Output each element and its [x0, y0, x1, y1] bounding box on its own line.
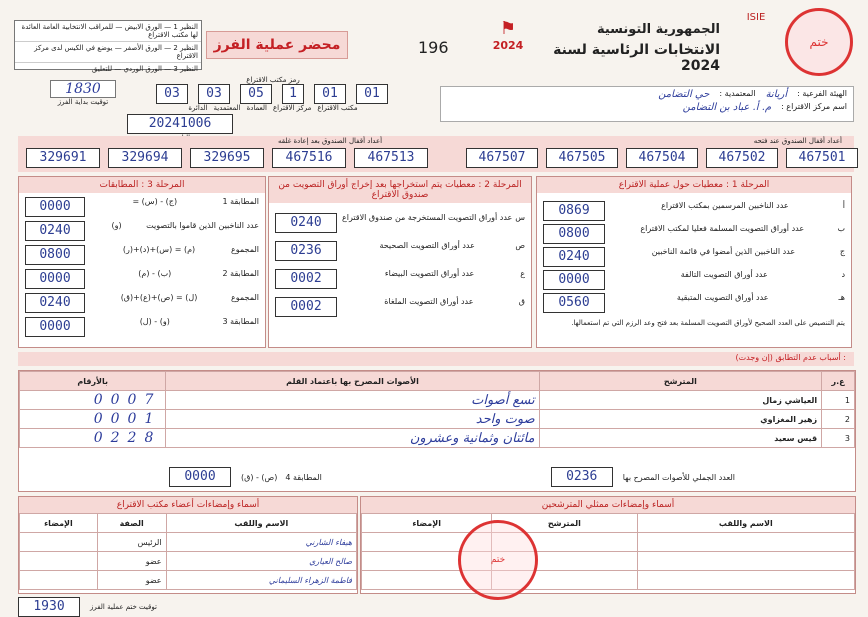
member-role: عضو — [97, 571, 166, 590]
match4-label: المطابقة 4 — [285, 472, 322, 482]
seals-open-label: أعداد أقفال الصندوق عند فتحه — [753, 137, 842, 145]
identification-box — [440, 86, 854, 122]
member-name: فاطمة الزهراء السليماني — [166, 571, 356, 590]
seal-open: 467507 — [466, 148, 538, 168]
result-words: مائتان وثمانية وعشرون — [166, 429, 539, 448]
step3-row-label: المجموع — [231, 293, 259, 302]
header-digits: بالأرقام — [20, 372, 166, 391]
seals-open-values — [466, 148, 860, 168]
members-title: أسماء وإمضاءات أعضاء مكتب الاقتراع — [19, 497, 357, 513]
step1-row-key: هـ — [838, 293, 845, 302]
result-candidate: زهير المغزاوي — [539, 410, 821, 429]
step2-row-key: ق — [518, 297, 525, 306]
step2-row-label: عدد أوراق التصويت الصحيحة — [379, 241, 475, 250]
step2-row-label: عدد أوراق التصويت البيضاء — [384, 269, 475, 278]
result-number: 2 — [822, 410, 855, 429]
step3-row-formula: (ب) - (م) — [138, 269, 172, 278]
member-row — [20, 533, 357, 552]
match4-formula: (ص) - (ق) — [241, 472, 278, 482]
result-number: 1 — [822, 391, 855, 410]
result-words: تسع أصوات — [166, 391, 539, 410]
step1-row — [543, 247, 845, 267]
step2-row-label: عدد أوراق التصويت الملغاة — [384, 297, 474, 306]
step2-row-value: 0236 — [275, 241, 337, 261]
step2-row-label: عدد أوراق التصويت المستخرجة من صندوق الاقتراع — [341, 213, 513, 222]
step3-row-label: المجموع — [231, 245, 259, 254]
result-candidate: قيس سعيد — [539, 429, 821, 448]
col-signature: الإمضاء — [20, 514, 98, 533]
end-time-label: توقيت ختم عملية الفرز — [90, 603, 157, 611]
seals-closed-label: أعداد أقفال الصندوق بعد إعادة غلقه — [278, 137, 383, 145]
observers-signatures — [360, 496, 856, 594]
seal-open: 467505 — [546, 148, 618, 168]
seal-open: 467504 — [626, 148, 698, 168]
members-grid — [19, 513, 357, 590]
center-label: اسم مركز الاقتراع : — [781, 102, 847, 111]
step3-row-value: 0240 — [25, 293, 85, 313]
step1-row-key: ب — [837, 224, 845, 233]
result-row — [20, 410, 855, 429]
step3-row — [25, 245, 259, 265]
step3-section — [18, 176, 266, 348]
step3-row-value: 0000 — [25, 317, 85, 337]
step1-row — [543, 293, 845, 313]
step1-row-label: عدد أوراق التصويت المسلمة فعليا لمكتب الاقتراع — [640, 224, 805, 233]
step1-row-value: 0869 — [543, 201, 605, 221]
step2-row-key: ع — [520, 269, 525, 278]
code-label: مركز الاقتراع — [273, 104, 312, 112]
code-boxes — [128, 84, 418, 104]
election-title: الانتخابات الرئاسية لسنة 2024 — [553, 42, 720, 74]
copy-labels-box — [14, 20, 202, 73]
step2-row — [275, 297, 525, 317]
step3-row — [25, 317, 259, 337]
code-constituency: 03 — [156, 84, 188, 104]
step3-title: المرحلة 3 : المطابقات — [19, 177, 265, 193]
seals-closed-values — [26, 148, 430, 168]
result-number: 3 — [822, 429, 855, 448]
step1-row-key: أ — [842, 201, 845, 210]
step1-row-label: عدد الناخبين الذين أمضوا في قائمة الناخبين — [651, 247, 796, 256]
member-signature — [20, 533, 98, 552]
step1-row — [543, 270, 845, 290]
step1-row — [543, 224, 845, 244]
results-header-row — [20, 372, 855, 391]
step3-row-formula: (ل) = (ص)+(ع)+(ق) — [120, 293, 198, 302]
republic-title: الجمهورية التونسية — [596, 22, 720, 37]
step3-row-label: المطابقة 2 — [222, 269, 259, 278]
step1-row-label: عدد أوراق التصويت المتبقية — [676, 293, 769, 302]
total-votes-value: 0236 — [551, 467, 613, 487]
copy-label-3: النظير 3 — الورق الوردي — للتعليق — [91, 65, 198, 73]
isie-logo-text: ISIE — [746, 12, 766, 23]
form-name: محضر عملية الفرز — [213, 37, 341, 53]
result-words: صوت واحد — [166, 410, 539, 429]
step1-row-label: عدد أوراق التصويت التالفة — [680, 270, 768, 279]
step3-row-formula: (م) = (س)+(د)+(ر) — [122, 245, 196, 254]
member-name: صالح العياري — [166, 552, 356, 571]
observer-row — [362, 571, 855, 590]
end-time: 1930 — [18, 597, 80, 617]
step1-row-key: د — [841, 270, 845, 279]
col-name: الاسم واللقب — [166, 514, 356, 533]
seal-closed: 467513 — [354, 148, 428, 168]
member-role: الرئيس — [97, 533, 166, 552]
mismatch-reasons-bar — [18, 352, 854, 366]
step3-row — [25, 221, 259, 241]
members-signatures — [18, 496, 358, 594]
center-row — [441, 102, 853, 113]
step3-row — [25, 293, 259, 313]
step2-row-value: 0002 — [275, 297, 337, 317]
start-time: 1830 — [50, 80, 116, 98]
step2-row-value: 0240 — [275, 213, 337, 233]
match4-value: 0000 — [169, 467, 231, 487]
flag-icon: ⚑ — [499, 18, 517, 39]
result-digits: 0001 — [20, 410, 166, 429]
step1-row-value: 0240 — [543, 247, 605, 267]
regional-value: أريانة — [765, 89, 788, 100]
code-sector: 05 — [240, 84, 272, 104]
header-number: ع.ر — [822, 372, 855, 391]
step2-section — [268, 176, 532, 348]
start-time-label: توقيت بداية الفرز — [57, 98, 109, 106]
observers-grid — [361, 513, 855, 590]
step1-rows — [537, 193, 851, 335]
seal-closed: 467516 — [272, 148, 346, 168]
code-labels — [128, 104, 418, 112]
member-row — [20, 552, 357, 571]
results-grid — [19, 371, 855, 448]
header-words: الأصوات المصرح بها باعتماد القلم — [166, 372, 539, 391]
code-label: مكتب الاقتراع — [317, 104, 358, 112]
time-block — [50, 80, 116, 120]
members-header-row — [20, 514, 357, 533]
header-candidate: المترشح — [539, 372, 821, 391]
center-value: م. أ. عباد بن التضامن — [682, 102, 772, 113]
step1-row-label: عدد الناخبين المرسمين بمكتب الاقتراع — [661, 201, 789, 210]
form-name-banner — [206, 31, 348, 59]
center-code-label: رمز مكتب الاقتراع — [246, 76, 300, 84]
result-candidate: العياشي زمال — [539, 391, 821, 410]
step3-row-formula: (و) - (ل) — [139, 317, 170, 326]
copy-label-2: النظير 2 — الورق الأصفر — يوضع في الكيس لدى مركز الاقتراع — [15, 42, 201, 63]
copy-label-1: النظير 1 — الورق الابيض — للمراقب الانتخابية العامة العائدة لها مكتب الاقتراع — [15, 21, 201, 42]
step1-row-key: ج — [839, 247, 845, 256]
step3-row — [25, 197, 259, 217]
step2-row-key: س — [515, 213, 525, 222]
step2-row — [275, 213, 525, 233]
results-table — [18, 370, 856, 492]
code-label: الدائرة — [188, 104, 208, 112]
member-row — [20, 571, 357, 590]
step2-row-key: ص — [515, 241, 525, 250]
step1-row — [543, 201, 845, 221]
location-row — [441, 87, 853, 102]
code-office: 01 — [356, 84, 388, 104]
seal-closed: 329694 — [108, 148, 182, 168]
result-digits: 0007 — [20, 391, 166, 410]
delegation-value: حي التضامن — [658, 89, 710, 100]
date-value: 20241006 — [127, 114, 233, 134]
member-role: عضو — [97, 552, 166, 571]
step3-row-formula: (ج) - (س) = — [132, 197, 178, 206]
code-label: العمادة — [246, 104, 267, 112]
step2-row — [275, 269, 525, 289]
member-name: هيفاء الشارني — [166, 533, 356, 552]
mismatch-reasons-label: أسباب عدم التطابق (إن وجدت) : — [735, 353, 846, 362]
seal-closed: 329691 — [26, 148, 100, 168]
step2-row — [275, 241, 525, 261]
col-name: الاسم واللقب — [637, 514, 854, 533]
observers-header-row — [362, 514, 855, 533]
col-candidate: المترشح — [492, 514, 637, 533]
member-signature — [20, 552, 98, 571]
step1-note: يتم التنصيص على العدد الصحيح لأوراق التصويت المسلمة بعد فتح وعد الرزم التي تم استعمالها. — [571, 319, 845, 327]
result-digits: 0228 — [20, 429, 166, 448]
step3-row-value: 0800 — [25, 245, 85, 265]
delegation-label: المعتمدية : — [719, 89, 756, 98]
code-digit: 1 — [282, 84, 304, 104]
step1-row-value: 0560 — [543, 293, 605, 313]
col-role: الصفة — [97, 514, 166, 533]
page-number: 196 — [418, 38, 449, 57]
observers-title: أسماء وإمضاءات ممثلي المترشحين — [361, 497, 855, 513]
step3-row-label: عدد الناخبين الذين قاموا بالتصويت — [146, 221, 259, 230]
code-label: المعتمدية — [213, 104, 241, 112]
total-votes-label: العدد الجملي للأصوات المصرح بها — [622, 472, 735, 482]
official-stamp-bottom: ختم — [458, 520, 538, 600]
isie-logo — [730, 12, 782, 68]
total-votes-row — [551, 467, 735, 487]
step1-row-value: 0800 — [543, 224, 605, 244]
step3-row-formula: (و) — [111, 221, 122, 230]
seal-open: 467502 — [706, 148, 778, 168]
step1-section — [536, 176, 852, 348]
step3-row-value: 0000 — [25, 197, 85, 217]
step3-row — [25, 269, 259, 289]
step3-row-label: المطابقة 1 — [222, 197, 259, 206]
step1-title: المرحلة 1 : معطيات حول عملية الاقتراع — [537, 177, 851, 193]
step3-row-value: 0000 — [25, 269, 85, 289]
end-time-block — [18, 597, 157, 617]
step3-row-value: 0240 — [25, 221, 85, 241]
col-signature: الإمضاء — [362, 514, 492, 533]
regional-label: الهيئة الفرعية : — [797, 89, 847, 98]
step3-row-label: المطابقة 3 — [222, 317, 259, 326]
observer-row — [362, 552, 855, 571]
match4-row — [169, 467, 322, 487]
step2-title: المرحلة 2 : معطيات يتم استخراجها بعد إخراج أوراق التصويت من صندوق الاقتراع — [269, 177, 531, 203]
code-delegation: 03 — [198, 84, 230, 104]
seals-bar — [18, 136, 854, 172]
step2-row-value: 0002 — [275, 269, 337, 289]
official-stamp-top: ختم — [785, 8, 853, 76]
seal-closed: 329695 — [190, 148, 264, 168]
code-center: 01 — [314, 84, 346, 104]
step2-rows — [269, 203, 531, 327]
member-signature — [20, 571, 98, 590]
result-row — [20, 429, 855, 448]
step3-rows — [19, 193, 265, 341]
step1-row-value: 0000 — [543, 270, 605, 290]
result-row — [20, 391, 855, 410]
seal-open: 467501 — [786, 148, 858, 168]
election-year-logo: 2024 — [492, 39, 524, 52]
observer-row — [362, 533, 855, 552]
